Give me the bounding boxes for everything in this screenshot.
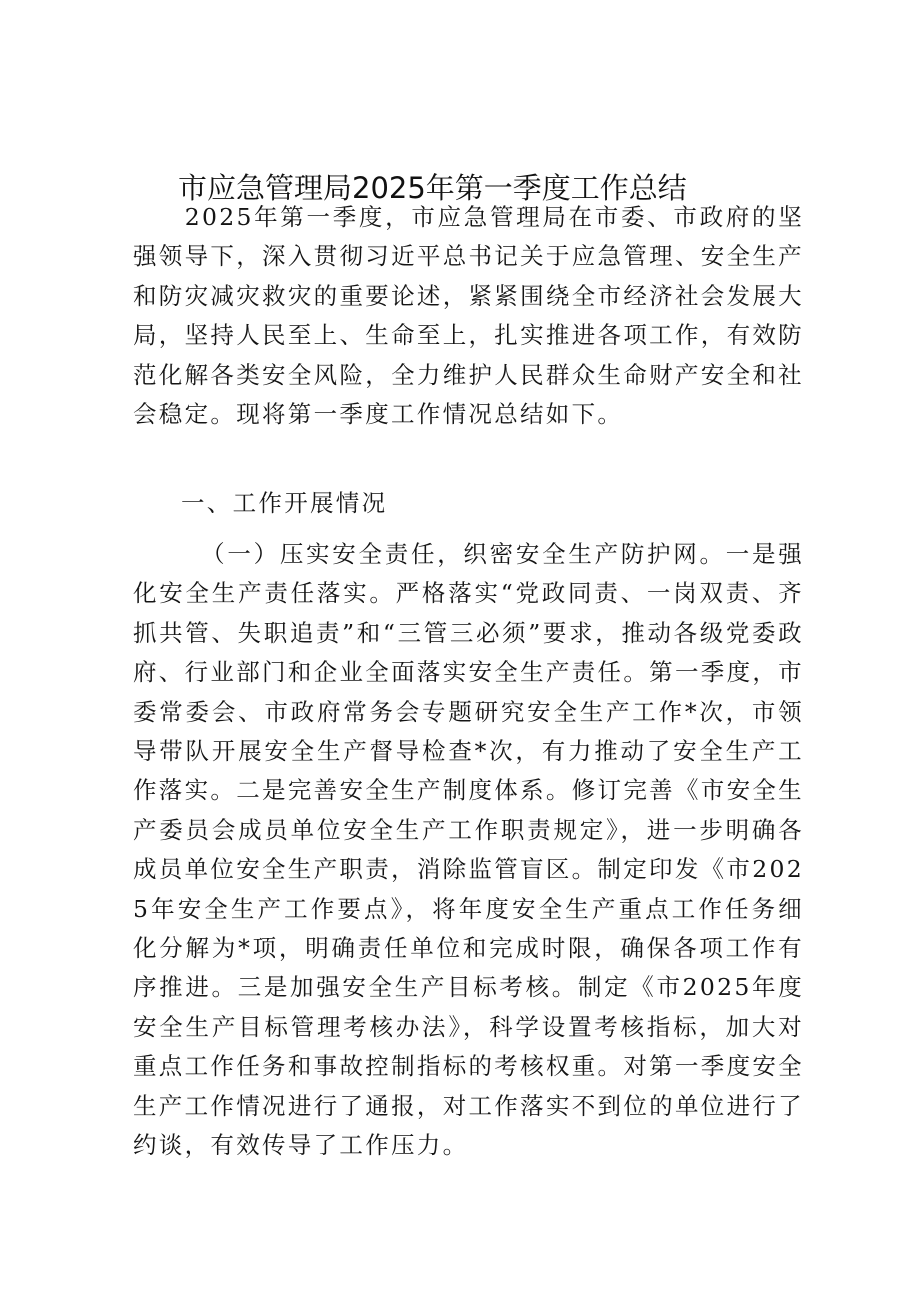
- section-heading: 一、工作开展情况: [181, 489, 388, 517]
- document-title: 市应急管理局2025年第一季度工作总结: [178, 171, 687, 205]
- section-paragraph: （一）压实安全责任，织密安全生产防护网。一是强化安全生产责任落实。严格落实“党政同责、一岗双责、齐抓共管、失职追责”和“三管三必须”要求，推动各级党委政府、行业部门和企业全面落实安全生产责任。第一季度，市委常委会、市政府常务会专题研究安全生产工作*次，市领导带队开展安全生产督导检查*次，有力推动了安全生产工作落实。二是完善安全生产制度体系。修订完善《市安全生产委员会成员单位安全生产工作职责规定》，进一步明确各成员单位安全生产职责，消除监管盲区。制定印发《市2025年安全生产工作要点》，将年度安全生产重点工作任务细化分解为*项，明确责任单位和完成时限，确保各项工作有序推进。三是加强安全生产目标考核。制定《市2025年度安全生产目标管理考核办法》，科学设置考核指标，加大对重点工作任务和事故控制指标的考核权重。对第一季度安全生产工作情况进行了通报，对工作落实不到位的单位进行了约谈，有效传导了工作压力。: [133, 540, 804, 1160]
- intro-paragraph: 2025年第一季度，市应急管理局在市委、市政府的坚强领导下，深入贯彻习近平总书记关于应急管理、安全生产和防灾减灾救灾的重要论述，紧紧围绕全市经济社会发展大局，坚持人民至上、生命至上，扎实推进各项工作，有效防范化解各类安全风险，全力维护人民群众生命财产安全和社会稳定。现将第一季度工作情况总结如下。: [133, 203, 804, 429]
